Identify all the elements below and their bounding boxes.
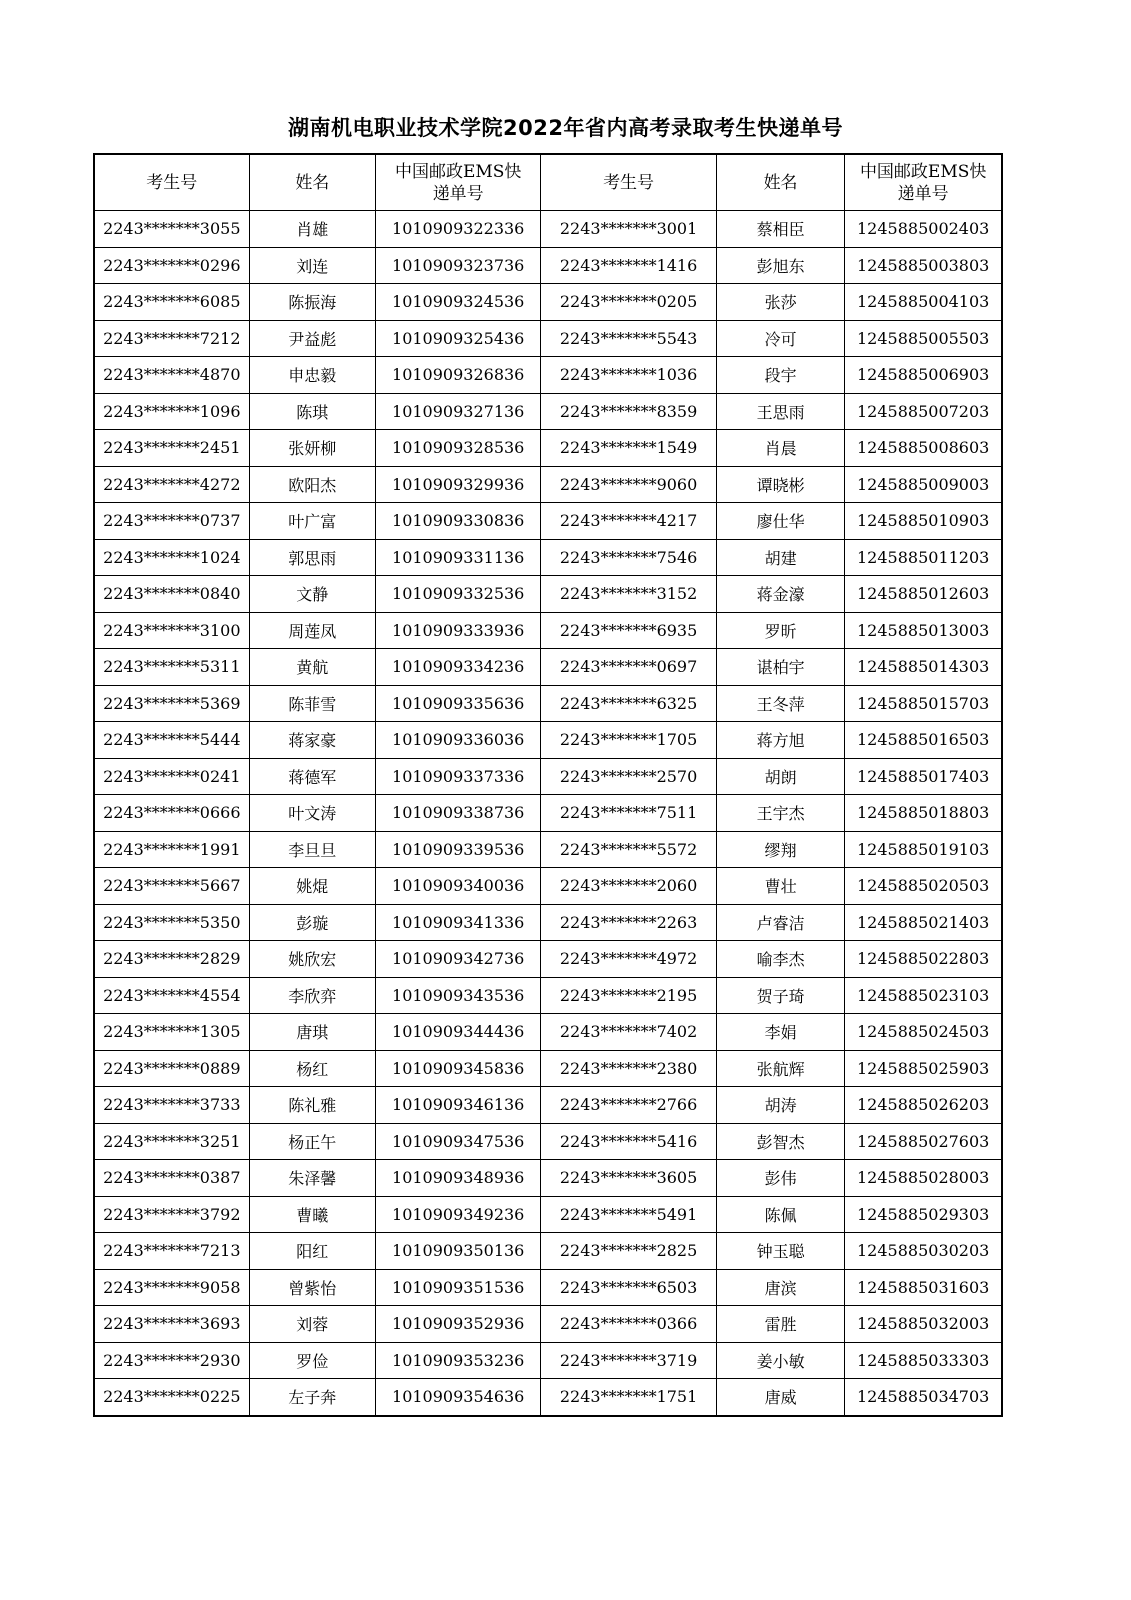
cell-ems-number: 1010909345836 — [376, 1050, 541, 1087]
cell-name: 欧阳杰 — [249, 466, 376, 503]
cell-ems-number: 1010909322336 — [376, 211, 541, 248]
cell-name: 周莲凤 — [249, 612, 376, 649]
cell-candidate-id: 2243*******3152 — [541, 576, 716, 613]
cell-name: 谭晓彬 — [716, 466, 845, 503]
cell-candidate-id: 2243*******1549 — [541, 430, 716, 467]
cell-name: 蒋家豪 — [249, 722, 376, 759]
header-candidate-id: 考生号 — [541, 154, 716, 211]
cell-name: 申忠毅 — [249, 357, 376, 394]
cell-candidate-id: 2243*******0205 — [541, 284, 716, 321]
table-row — [94, 393, 1002, 430]
cell-ems-number: 1010909333936 — [376, 612, 541, 649]
table-row — [94, 649, 1002, 686]
cell-ems-number: 1010909327136 — [376, 393, 541, 430]
cell-name: 蔡相臣 — [716, 211, 845, 248]
cell-candidate-id: 2243*******3100 — [94, 612, 249, 649]
cell-name: 段宇 — [716, 357, 845, 394]
table-row — [94, 758, 1002, 795]
table-row — [94, 1014, 1002, 1051]
table-row — [94, 1269, 1002, 1306]
cell-ems-number: 1010909343536 — [376, 977, 541, 1014]
cell-ems-number: 1245885021403 — [845, 904, 1002, 941]
cell-ems-number: 1245885007203 — [845, 393, 1002, 430]
cell-ems-number: 1010909334236 — [376, 649, 541, 686]
header-ems-number-text: 中国邮政EMS快递单号 — [859, 161, 987, 204]
cell-candidate-id: 2243*******3001 — [541, 211, 716, 248]
cell-candidate-id: 2243*******5667 — [94, 868, 249, 905]
cell-candidate-id: 2243*******3719 — [541, 1342, 716, 1379]
cell-name: 姚焜 — [249, 868, 376, 905]
table-header-row — [94, 154, 1002, 211]
cell-ems-number: 1245885005503 — [845, 320, 1002, 357]
cell-ems-number: 1245885019103 — [845, 831, 1002, 868]
cell-candidate-id: 2243*******3792 — [94, 1196, 249, 1233]
cell-ems-number: 1245885003803 — [845, 247, 1002, 284]
cell-candidate-id: 2243*******9060 — [541, 466, 716, 503]
cell-ems-number: 1010909329936 — [376, 466, 541, 503]
cell-name: 刘蓉 — [249, 1306, 376, 1343]
cell-candidate-id: 2243*******1991 — [94, 831, 249, 868]
cell-ems-number: 1245885032003 — [845, 1306, 1002, 1343]
table-row — [94, 357, 1002, 394]
cell-name: 蒋方旭 — [716, 722, 845, 759]
cell-candidate-id: 2243*******0366 — [541, 1306, 716, 1343]
cell-ems-number: 1010909339536 — [376, 831, 541, 868]
cell-ems-number: 1245885010903 — [845, 503, 1002, 540]
cell-candidate-id: 2243*******6503 — [541, 1269, 716, 1306]
cell-candidate-id: 2243*******0840 — [94, 576, 249, 613]
cell-name: 胡朗 — [716, 758, 845, 795]
cell-name: 刘连 — [249, 247, 376, 284]
table-row — [94, 1160, 1002, 1197]
cell-candidate-id: 2243*******3605 — [541, 1160, 716, 1197]
cell-name: 陈礼雅 — [249, 1087, 376, 1124]
cell-ems-number: 1010909348936 — [376, 1160, 541, 1197]
table-row — [94, 1050, 1002, 1087]
header-ems-number — [376, 154, 541, 211]
cell-ems-number: 1245885002403 — [845, 211, 1002, 248]
cell-candidate-id: 2243*******5369 — [94, 685, 249, 722]
cell-candidate-id: 2243*******7213 — [94, 1233, 249, 1270]
cell-name: 胡涛 — [716, 1087, 845, 1124]
cell-ems-number: 1010909349236 — [376, 1196, 541, 1233]
cell-candidate-id: 2243*******2829 — [94, 941, 249, 978]
table-row — [94, 284, 1002, 321]
cell-name: 陈佩 — [716, 1196, 845, 1233]
cell-candidate-id: 2243*******0241 — [94, 758, 249, 795]
cell-candidate-id: 2243*******3251 — [94, 1123, 249, 1160]
cell-candidate-id: 2243*******0889 — [94, 1050, 249, 1087]
table-row — [94, 1342, 1002, 1379]
cell-name: 彭智杰 — [716, 1123, 845, 1160]
cell-ems-number: 1245885020503 — [845, 868, 1002, 905]
table-row — [94, 1379, 1002, 1416]
cell-candidate-id: 2243*******7511 — [541, 795, 716, 832]
cell-candidate-id: 2243*******8359 — [541, 393, 716, 430]
cell-ems-number: 1245885023103 — [845, 977, 1002, 1014]
cell-candidate-id: 2243*******6935 — [541, 612, 716, 649]
cell-candidate-id: 2243*******0387 — [94, 1160, 249, 1197]
table-row — [94, 941, 1002, 978]
cell-ems-number: 1245885013003 — [845, 612, 1002, 649]
cell-ems-number: 1010909341336 — [376, 904, 541, 941]
cell-name: 阳红 — [249, 1233, 376, 1270]
table-row — [94, 977, 1002, 1014]
page-title: 湖南机电职业技术学院2022年省内高考录取考生快递单号 — [288, 116, 843, 140]
cell-ems-number: 1010909346136 — [376, 1087, 541, 1124]
cell-candidate-id: 2243*******0737 — [94, 503, 249, 540]
cell-ems-number: 1245885028003 — [845, 1160, 1002, 1197]
cell-ems-number: 1010909350136 — [376, 1233, 541, 1270]
cell-ems-number: 1010909326836 — [376, 357, 541, 394]
cell-name: 蒋德军 — [249, 758, 376, 795]
cell-candidate-id: 2243*******5416 — [541, 1123, 716, 1160]
cell-ems-number: 1010909325436 — [376, 320, 541, 357]
table-row — [94, 612, 1002, 649]
cell-ems-number: 1010909351536 — [376, 1269, 541, 1306]
cell-name: 蒋金濠 — [716, 576, 845, 613]
cell-name: 缪翔 — [716, 831, 845, 868]
cell-candidate-id: 2243*******5572 — [541, 831, 716, 868]
cell-candidate-id: 2243*******3055 — [94, 211, 249, 248]
cell-candidate-id: 2243*******1036 — [541, 357, 716, 394]
cell-ems-number: 1245885004103 — [845, 284, 1002, 321]
cell-ems-number: 1245885033303 — [845, 1342, 1002, 1379]
cell-ems-number: 1010909324536 — [376, 284, 541, 321]
table-row — [94, 904, 1002, 941]
cell-candidate-id: 2243*******4972 — [541, 941, 716, 978]
cell-ems-number: 1245885029303 — [845, 1196, 1002, 1233]
table-row — [94, 1196, 1002, 1233]
cell-ems-number: 1245885015703 — [845, 685, 1002, 722]
cell-ems-number: 1010909347536 — [376, 1123, 541, 1160]
cell-name: 肖晨 — [716, 430, 845, 467]
cell-name: 李娟 — [716, 1014, 845, 1051]
cell-name: 冷可 — [716, 320, 845, 357]
cell-name: 胡建 — [716, 539, 845, 576]
header-candidate-id: 考生号 — [94, 154, 249, 211]
cell-candidate-id: 2243*******0296 — [94, 247, 249, 284]
cell-ems-number: 1245885006903 — [845, 357, 1002, 394]
cell-ems-number: 1010909344436 — [376, 1014, 541, 1051]
cell-candidate-id: 2243*******1416 — [541, 247, 716, 284]
cell-name: 叶文涛 — [249, 795, 376, 832]
header-name: 姓名 — [716, 154, 845, 211]
cell-candidate-id: 2243*******2263 — [541, 904, 716, 941]
table-row — [94, 868, 1002, 905]
cell-ems-number: 1245885031603 — [845, 1269, 1002, 1306]
cell-name: 唐滨 — [716, 1269, 845, 1306]
cell-candidate-id: 2243*******7546 — [541, 539, 716, 576]
cell-candidate-id: 2243*******1705 — [541, 722, 716, 759]
cell-name: 彭璇 — [249, 904, 376, 941]
cell-name: 贺子琦 — [716, 977, 845, 1014]
cell-name: 罗昕 — [716, 612, 845, 649]
cell-name: 左子奔 — [249, 1379, 376, 1416]
cell-name: 叶广富 — [249, 503, 376, 540]
cell-ems-number: 1010909335636 — [376, 685, 541, 722]
cell-ems-number: 1245885008603 — [845, 430, 1002, 467]
cell-ems-number: 1010909331136 — [376, 539, 541, 576]
table-body — [94, 211, 1002, 1416]
cell-ems-number: 1245885014303 — [845, 649, 1002, 686]
cell-ems-number: 1245885026203 — [845, 1087, 1002, 1124]
cell-name: 郭思雨 — [249, 539, 376, 576]
cell-candidate-id: 2243*******2766 — [541, 1087, 716, 1124]
cell-ems-number: 1010909342736 — [376, 941, 541, 978]
table-row — [94, 831, 1002, 868]
cell-name: 朱泽馨 — [249, 1160, 376, 1197]
cell-name: 雷胜 — [716, 1306, 845, 1343]
cell-candidate-id: 2243*******1096 — [94, 393, 249, 430]
cell-name: 陈振海 — [249, 284, 376, 321]
cell-name: 杨红 — [249, 1050, 376, 1087]
table-row — [94, 1233, 1002, 1270]
cell-name: 肖雄 — [249, 211, 376, 248]
table-row — [94, 795, 1002, 832]
cell-name: 张妍柳 — [249, 430, 376, 467]
cell-candidate-id: 2243*******6085 — [94, 284, 249, 321]
cell-candidate-id: 2243*******5350 — [94, 904, 249, 941]
cell-candidate-id: 2243*******2825 — [541, 1233, 716, 1270]
cell-candidate-id: 2243*******5491 — [541, 1196, 716, 1233]
cell-name: 王思雨 — [716, 393, 845, 430]
cell-candidate-id: 2243*******2195 — [541, 977, 716, 1014]
cell-ems-number: 1010909353236 — [376, 1342, 541, 1379]
cell-ems-number: 1245885016503 — [845, 722, 1002, 759]
cell-name: 钟玉聪 — [716, 1233, 845, 1270]
tracking-table — [93, 153, 1003, 1417]
table-row — [94, 503, 1002, 540]
cell-name: 曹曦 — [249, 1196, 376, 1233]
cell-candidate-id: 2243*******3733 — [94, 1087, 249, 1124]
table-row — [94, 1087, 1002, 1124]
cell-name: 张航辉 — [716, 1050, 845, 1087]
cell-name: 陈琪 — [249, 393, 376, 430]
cell-candidate-id: 2243*******0225 — [94, 1379, 249, 1416]
cell-candidate-id: 2243*******2060 — [541, 868, 716, 905]
cell-candidate-id: 2243*******5543 — [541, 320, 716, 357]
cell-candidate-id: 2243*******5311 — [94, 649, 249, 686]
header-ems-number-text: 中国邮政EMS快递单号 — [394, 161, 522, 204]
cell-candidate-id: 2243*******4554 — [94, 977, 249, 1014]
cell-name: 尹益彪 — [249, 320, 376, 357]
cell-ems-number: 1245885009003 — [845, 466, 1002, 503]
cell-ems-number: 1245885027603 — [845, 1123, 1002, 1160]
cell-candidate-id: 2243*******3693 — [94, 1306, 249, 1343]
cell-ems-number: 1010909336036 — [376, 722, 541, 759]
cell-candidate-id: 2243*******4272 — [94, 466, 249, 503]
cell-candidate-id: 2243*******2451 — [94, 430, 249, 467]
cell-ems-number: 1245885024503 — [845, 1014, 1002, 1051]
cell-candidate-id: 2243*******1024 — [94, 539, 249, 576]
cell-candidate-id: 2243*******4870 — [94, 357, 249, 394]
cell-ems-number: 1010909332536 — [376, 576, 541, 613]
cell-ems-number: 1245885030203 — [845, 1233, 1002, 1270]
cell-name: 李欣弈 — [249, 977, 376, 1014]
cell-candidate-id: 2243*******7212 — [94, 320, 249, 357]
cell-name: 卢睿洁 — [716, 904, 845, 941]
cell-ems-number: 1245885017403 — [845, 758, 1002, 795]
cell-name: 文静 — [249, 576, 376, 613]
cell-candidate-id: 2243*******2930 — [94, 1342, 249, 1379]
cell-name: 曾紫怡 — [249, 1269, 376, 1306]
cell-candidate-id: 2243*******1305 — [94, 1014, 249, 1051]
cell-name: 唐威 — [716, 1379, 845, 1416]
cell-ems-number: 1245885025903 — [845, 1050, 1002, 1087]
cell-ems-number: 1010909354636 — [376, 1379, 541, 1416]
cell-candidate-id: 2243*******2570 — [541, 758, 716, 795]
table-row — [94, 247, 1002, 284]
cell-name: 杨正午 — [249, 1123, 376, 1160]
table-row — [94, 1123, 1002, 1160]
table-row — [94, 320, 1002, 357]
table-row — [94, 539, 1002, 576]
header-ems-number — [845, 154, 1002, 211]
table-row — [94, 211, 1002, 248]
header-name: 姓名 — [249, 154, 376, 211]
table-row — [94, 430, 1002, 467]
cell-ems-number: 1010909340036 — [376, 868, 541, 905]
cell-candidate-id: 2243*******1751 — [541, 1379, 716, 1416]
cell-name: 唐琪 — [249, 1014, 376, 1051]
cell-candidate-id: 2243*******0697 — [541, 649, 716, 686]
cell-name: 姚欣宏 — [249, 941, 376, 978]
cell-ems-number: 1010909323736 — [376, 247, 541, 284]
cell-candidate-id: 2243*******2380 — [541, 1050, 716, 1087]
cell-name: 彭伟 — [716, 1160, 845, 1197]
cell-ems-number: 1245885018803 — [845, 795, 1002, 832]
cell-name: 罗俭 — [249, 1342, 376, 1379]
cell-candidate-id: 2243*******4217 — [541, 503, 716, 540]
cell-candidate-id: 2243*******7402 — [541, 1014, 716, 1051]
table-row — [94, 1306, 1002, 1343]
cell-ems-number: 1010909337336 — [376, 758, 541, 795]
cell-name: 谌柏宇 — [716, 649, 845, 686]
table-row — [94, 722, 1002, 759]
cell-ems-number: 1245885022803 — [845, 941, 1002, 978]
cell-name: 陈菲雪 — [249, 685, 376, 722]
cell-candidate-id: 2243*******6325 — [541, 685, 716, 722]
cell-name: 王宇杰 — [716, 795, 845, 832]
cell-candidate-id: 2243*******9058 — [94, 1269, 249, 1306]
cell-name: 姜小敏 — [716, 1342, 845, 1379]
cell-ems-number: 1245885011203 — [845, 539, 1002, 576]
cell-candidate-id: 2243*******0666 — [94, 795, 249, 832]
cell-name: 喻李杰 — [716, 941, 845, 978]
cell-ems-number: 1245885034703 — [845, 1379, 1002, 1416]
cell-name: 廖仕华 — [716, 503, 845, 540]
table-row — [94, 576, 1002, 613]
cell-ems-number: 1010909338736 — [376, 795, 541, 832]
cell-name: 黄航 — [249, 649, 376, 686]
table-row — [94, 685, 1002, 722]
cell-ems-number: 1245885012603 — [845, 576, 1002, 613]
cell-name: 彭旭东 — [716, 247, 845, 284]
cell-candidate-id: 2243*******5444 — [94, 722, 249, 759]
cell-name: 王冬萍 — [716, 685, 845, 722]
cell-ems-number: 1010909352936 — [376, 1306, 541, 1343]
cell-name: 曹壮 — [716, 868, 845, 905]
cell-ems-number: 1010909328536 — [376, 430, 541, 467]
table-row — [94, 466, 1002, 503]
cell-name: 张莎 — [716, 284, 845, 321]
cell-name: 李旦旦 — [249, 831, 376, 868]
cell-ems-number: 1010909330836 — [376, 503, 541, 540]
